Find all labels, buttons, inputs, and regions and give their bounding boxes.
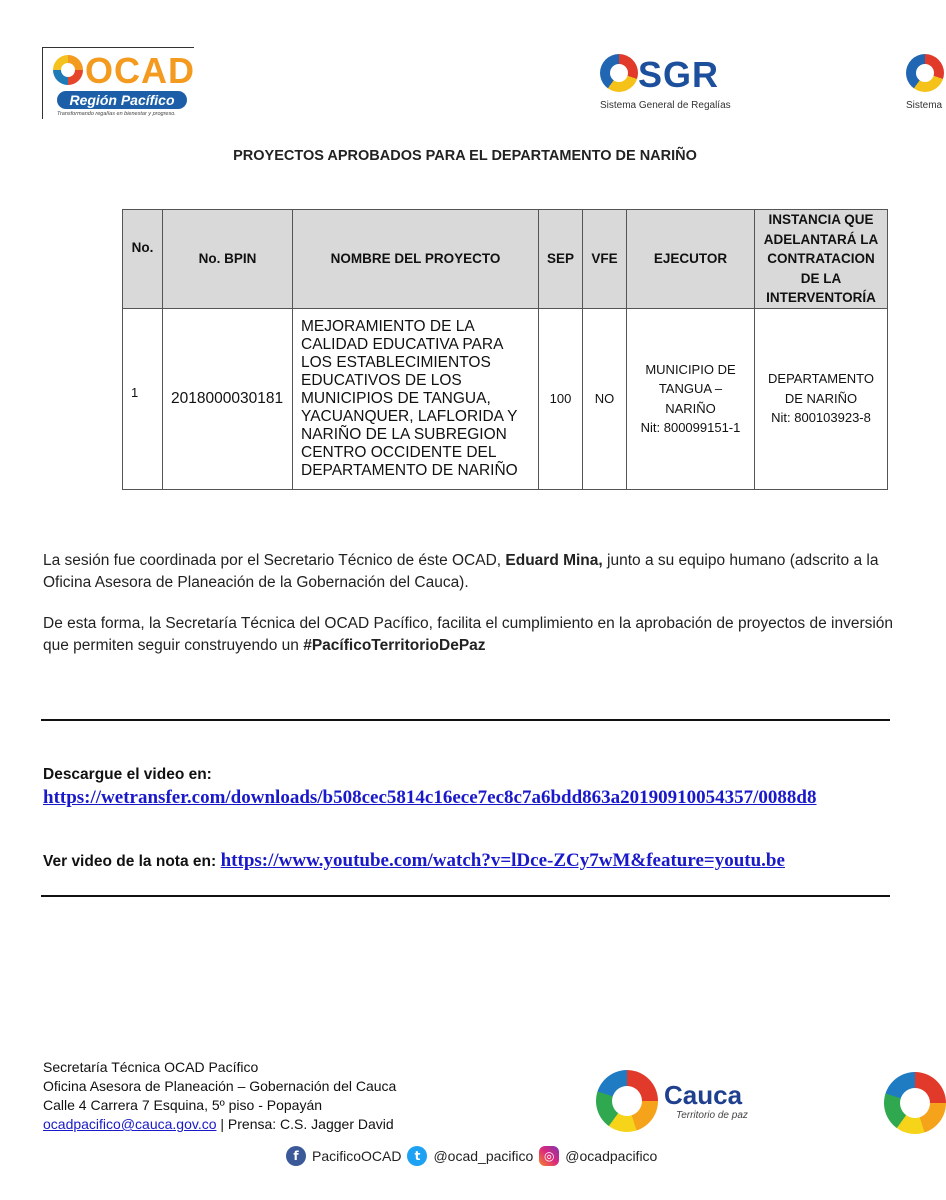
sgr-logo	[598, 52, 738, 116]
cauca-logo	[596, 1068, 746, 1138]
column-header-no: No.	[123, 210, 163, 309]
cauca-logo-subtitle: Territorio de paz	[676, 1110, 748, 1121]
cauca-bird-icon	[884, 1072, 946, 1134]
video-link[interactable]: https://www.youtube.com/watch?v=lDce-ZCy7wM&feature=youtu.be	[220, 850, 785, 871]
column-header-bpin: No. BPIN	[163, 210, 293, 309]
social-links	[286, 1146, 657, 1166]
cauca-bird-icon	[596, 1070, 658, 1132]
ocad-logo-tagline: Transformando regalías en bienestar y progreso.	[57, 111, 176, 117]
sgr-logo-subtitle: Sistema General de Regalías	[600, 100, 731, 111]
cell-instancia	[755, 308, 888, 489]
paragraph-secretaria	[43, 613, 903, 657]
sgr-logo-partial-subtitle: Sistema	[906, 100, 943, 111]
ejecutor-nit: Nit: 800099151-1	[640, 420, 741, 435]
footer-line-4	[43, 1115, 396, 1134]
footer-line-1: Secretaría Técnica OCAD Pacífico	[43, 1059, 259, 1075]
footer-contact	[43, 1058, 396, 1134]
divider-bottom	[41, 895, 890, 897]
twitter-icon[interactable]: t	[407, 1146, 427, 1166]
twitter-handle[interactable]: @ocad_pacifico	[433, 1148, 534, 1164]
paragraph-session-text-end: junto a su equipo humano (adscrito a la Oficina Asesora de Planeación de la Gobernación del Cauca).	[43, 552, 879, 591]
hashtag: #PacíficoTerritorioDePaz	[303, 637, 486, 654]
document-title: PROYECTOS APROBADOS PARA EL DEPARTAMENTO DE NARIÑO	[233, 148, 697, 164]
paragraph-session	[43, 550, 903, 594]
video-label: Ver video de la nota en:	[43, 853, 217, 870]
cell-vfe: NO	[583, 308, 627, 489]
sgr-emblem-icon	[906, 54, 944, 92]
cauca-logo-word: Cauca	[664, 1080, 743, 1110]
download-link[interactable]: https://wetransfer.com/downloads/b508cec5814c16ece7ec8c7a6bdd863a20190910054357/0088d8	[43, 787, 817, 808]
column-header-instancia: INSTANCIA QUE ADELANTARÁ LA CONTRATACION DE LA INTERVENTORÍA	[755, 210, 888, 309]
column-header-nombre: NOMBRE DEL PROYECTO	[293, 210, 539, 309]
paragraph-secretaria-text: De esta forma, la Secretaría Técnica del OCAD Pacífico, facilita el cumplimiento en la aprobación de proyectos de inversión que permiten seguir construyendo un	[43, 615, 894, 654]
secretary-name: Eduard Mina,	[505, 552, 603, 569]
instagram-icon[interactable]: ◎	[539, 1146, 559, 1166]
ocad-logo-word: OCAD	[85, 50, 195, 91]
ocad-region-pacifico-logo	[42, 47, 194, 119]
projects-table	[122, 209, 888, 490]
footer-line-3: Calle 4 Carrera 7 Esquina, 5º piso - Popayán	[43, 1097, 323, 1113]
ocad-emblem-icon	[53, 55, 83, 85]
sgr-logo-partial	[904, 52, 943, 116]
instancia-nit: Nit: 800103923-8	[771, 410, 871, 426]
video-line	[43, 850, 785, 872]
facebook-icon[interactable]: f	[286, 1146, 306, 1166]
footer-press: | Prensa: C.S. Jagger David	[216, 1116, 394, 1132]
cell-sep: 100	[539, 308, 583, 489]
cell-no: 1	[123, 308, 163, 489]
cell-ejecutor	[627, 308, 755, 489]
cauca-logo-partial	[884, 1072, 938, 1138]
ocad-logo-band: Región Pacífico	[57, 91, 187, 109]
divider-top	[41, 719, 890, 721]
column-header-vfe: VFE	[583, 210, 627, 309]
table-header-row	[123, 210, 888, 309]
instagram-handle[interactable]: @ocadpacifico	[565, 1148, 658, 1164]
footer-line-2: Oficina Asesora de Planeación – Gobernación del Cauca	[43, 1078, 397, 1094]
cell-nombre-proyecto: MEJORAMIENTO DE LA CALIDAD EDUCATIVA PARA LOS ESTABLECIMIENTOS EDUCATIVOS DE LOS MUNICIPIOS DE TANGUA, YACUANQUER, LAFLORIDA Y NARIÑO DE LA SUBREGION CENTRO OCCIDENTE DEL DEPARTAMENTO DE NARIÑO	[293, 308, 539, 489]
column-header-sep: SEP	[539, 210, 583, 309]
sgr-emblem-icon	[600, 54, 638, 92]
instancia-name: DEPARTAMENTO DE NARIÑO	[768, 371, 874, 406]
paragraph-session-text: La sesión fue coordinada por el Secretario Técnico de éste OCAD,	[43, 552, 506, 569]
cell-bpin: 2018000030181	[163, 308, 293, 489]
ejecutor-name: MUNICIPIO DE TANGUA – NARIÑO	[645, 361, 736, 416]
facebook-handle[interactable]: PacificoOCAD	[312, 1148, 402, 1164]
table-row	[123, 308, 888, 489]
sgr-logo-word: SGR	[638, 54, 720, 95]
download-label: Descargue el video en:	[43, 766, 212, 783]
footer-email-link[interactable]: ocadpacifico@cauca.gov.co	[43, 1116, 217, 1132]
column-header-ejecutor: EJECUTOR	[627, 210, 755, 309]
